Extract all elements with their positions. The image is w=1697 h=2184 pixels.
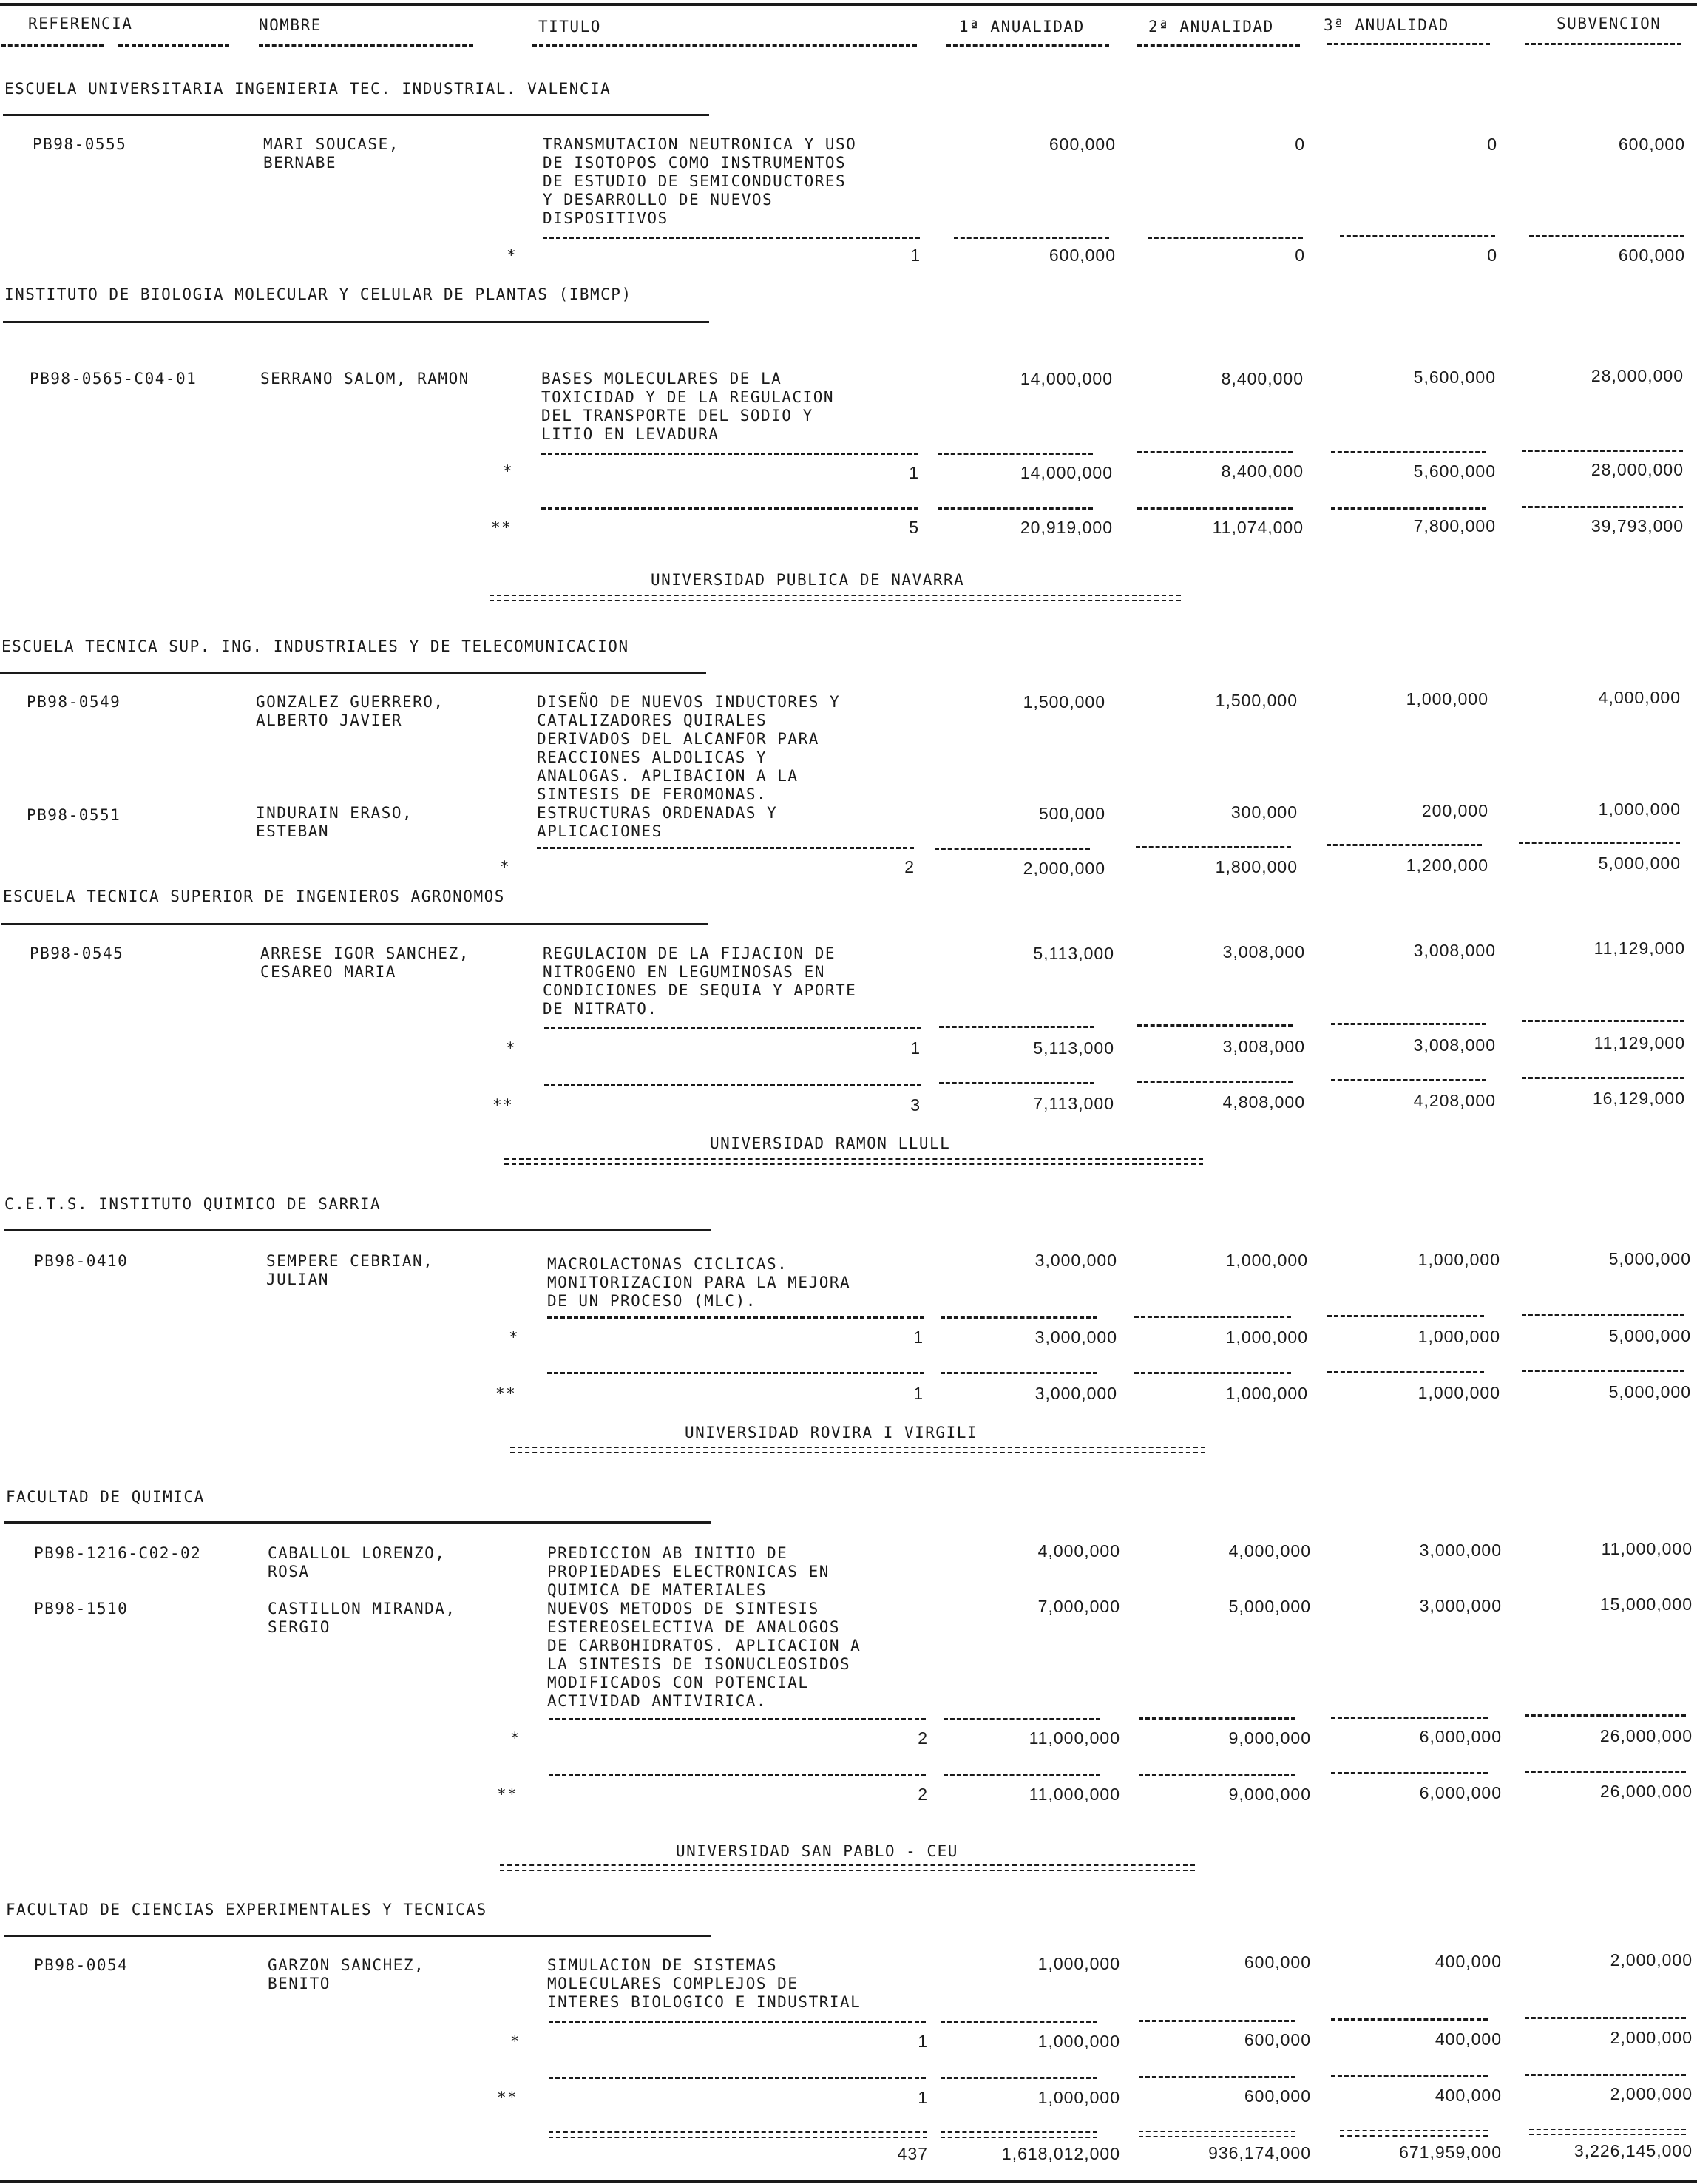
project-name: GARZON SANCHEZ, [268,1956,425,1974]
total-rule [1331,507,1486,510]
amount-subvencion: 11,129,000 [1593,939,1685,958]
grand-total-rule [1529,2129,1686,2135]
project-title-line: DISPOSITIVOS [543,209,668,227]
project-name: ESTEBAN [256,822,330,840]
project-name: JULIAN [266,1271,329,1288]
university-total-anualidad-3: 400,000 [1435,2086,1502,2105]
university-total-anualidad-3: 6,000,000 [1419,1783,1502,1802]
project-title-line: LA SINTESIS DE ISONUCLEOSIDOS [547,1655,851,1673]
subtotal-rule [939,1026,1094,1028]
project-title-line: DE ISOTOPOS COMO INSTRUMENTOS [543,154,847,172]
subtotal-rule [549,2021,926,2023]
amount-subvencion: 4,000,000 [1598,688,1681,707]
grand-total-rule [549,2131,927,2138]
university-total-anualidad-2: 600,000 [1244,2086,1311,2106]
project-title-line: DERIVADOS DEL ALCANFOR PARA [537,730,819,748]
project-title-line: DISEÑO DE NUEVOS INDUCTORES Y [537,693,841,711]
grand-total-anualidad-3: 671,959,000 [1399,2143,1502,2162]
amount-subvencion: 5,000,000 [1608,1249,1691,1268]
subtotal-count: 2 [904,857,915,876]
university-total-count: 5 [909,518,919,537]
amount-subvencion: 11,000,000 [1601,1539,1693,1558]
amount-anualidad-2: 1,500,000 [1215,691,1298,710]
centro-heading: C.E.T.S. INSTITUTO QUIMICO DE SARRIA [4,1195,382,1213]
amount-anualidad-2: 3,008,000 [1222,942,1305,961]
centro-heading: ESCUELA UNIVERSITARIA INGENIERIA TEC. INDUSTRIAL. VALENCIA [4,80,612,98]
subtotal-count: 1 [913,1328,924,1347]
col-header-titulo: TITULO [538,18,601,36]
amount-subvencion: 2,000,000 [1610,1950,1693,1970]
university-total-anualidad-1: 1,000,000 [1037,2088,1120,2107]
header-underline [118,44,229,47]
col-header-nombre: NOMBRE [259,16,322,34]
subtotal-rule [935,848,1090,850]
project-title-line: Y DESARROLLO DE NUEVOS [543,191,773,209]
subtotal-anualidad-2: 0 [1295,246,1305,265]
subtotal-anualidad-3: 6,000,000 [1419,1727,1502,1746]
subtotal-count: 1 [909,463,919,482]
amount-subvencion: 600,000 [1618,135,1685,154]
project-title-line: DE NITRATO. [543,1000,658,1018]
bottom-rule [0,2180,1697,2183]
centro-underline [0,672,706,674]
project-title-line: TRANSMUTACION NEUTRONICA Y USO [543,135,857,153]
subtotal-rule [1327,1315,1484,1317]
total-rule [1327,1371,1484,1373]
header-underline [1525,43,1681,45]
total-rule [549,2077,926,2079]
centro-underline [1,923,708,925]
university-total-subvencion: 5,000,000 [1608,1382,1691,1402]
subtotal-anualidad-3: 1,000,000 [1417,1327,1500,1346]
university-heading: UNIVERSIDAD SAN PABLO - CEU [676,1842,958,1860]
subtotal-anualidad-1: 600,000 [1049,246,1116,265]
total-rule [941,1372,1097,1374]
project-title-line: CATALIZADORES QUIRALES [537,711,768,729]
amount-anualidad-2: 4,000,000 [1228,1541,1311,1561]
subtotal-rule [537,847,914,849]
amount-anualidad-3: 3,000,000 [1419,1541,1502,1560]
project-title-line: REGULACION DE LA FIJACION DE [543,944,836,962]
project-title-line: SINTESIS DE FEROMONAS. [537,785,768,803]
subtotal-count: 2 [918,1728,928,1748]
project-ref: PB98-1510 [34,1600,129,1617]
project-name: BERNABE [263,154,337,172]
subtotal-rule [1134,1316,1291,1318]
subtotal-rule [1137,451,1293,453]
subtotal-anualidad-2: 600,000 [1244,2030,1311,2049]
centro-heading: INSTITUTO DE BIOLOGIA MOLECULAR Y CELULAR DE PLANTAS (IBMCP) [4,285,632,303]
total-rule [1525,1771,1686,1773]
project-name: SEMPERE CEBRIAN, [266,1252,434,1270]
project-title-line: ANALOGAS. APLIBACION A LA [537,767,799,785]
amount-anualidad-1: 5,113,000 [1033,944,1114,963]
project-title-line: SIMULACION DE SISTEMAS [547,1956,778,1974]
subtotal-rule [941,2021,1097,2023]
amount-anualidad-3: 3,000,000 [1419,1596,1502,1615]
grand-total-rule [941,2131,1097,2138]
amount-anualidad-1: 1,000,000 [1037,1954,1120,1973]
project-name: SERGIO [268,1618,331,1636]
subtotal-rule [944,1718,1100,1720]
project-title-line: DEL TRANSPORTE DEL SODIO Y [541,407,813,425]
centro-heading: ESCUELA TECNICA SUPERIOR DE INGENIEROS AGRONOMOS [3,888,505,905]
col-header-anualidad-3: 3ª ANUALIDAD [1324,16,1449,34]
amount-anualidad-3: 5,600,000 [1413,368,1496,387]
subtotal-anualidad-3: 0 [1487,246,1497,265]
col-header-anualidad-2: 2ª ANUALIDAD [1148,18,1274,36]
total-rule [549,1774,926,1776]
university-total-count: 2 [918,1785,928,1804]
university-heading: UNIVERSIDAD RAMON LLULL [710,1135,951,1152]
subtotal-rule [1139,1717,1295,1720]
subtotal-rule [1139,2020,1295,2022]
university-total-anualidad-1: 11,000,000 [1029,1785,1120,1804]
project-title-line: MONITORIZACION PARA LA MEJORA [547,1274,851,1291]
subtotal-subvencion: 2,000,000 [1610,2028,1693,2047]
total-rule [1139,1774,1295,1776]
university-total-marker: ** [495,1385,517,1402]
subtotal-marker: * [503,462,514,480]
subtotal-anualidad-2: 1,800,000 [1215,857,1298,876]
subtotal-rule [547,1316,924,1319]
project-title-line: QUIMICA DE MATERIALES [547,1581,768,1599]
project-name: GONZALEZ GUERRERO, [256,693,444,711]
amount-anualidad-3: 0 [1487,135,1497,154]
project-title-line: PROPIEDADES ELECTRONICAS EN [547,1563,830,1580]
subtotal-rule [941,1316,1097,1319]
project-ref: PB98-0545 [30,944,124,962]
university-total-anualidad-1: 7,113,000 [1033,1094,1114,1113]
total-rule [1331,1772,1488,1774]
project-ref: PB98-0555 [33,135,127,153]
centro-underline [3,114,709,116]
amount-anualidad-3: 3,008,000 [1413,941,1496,960]
project-title-line: MOLECULARES COMPLEJOS DE [547,1975,799,1992]
amount-anualidad-3: 200,000 [1421,801,1488,820]
header-underline [1,44,104,47]
project-ref: PB98-0551 [27,806,121,824]
subtotal-marker: * [510,2032,521,2050]
centro-underline [4,1935,711,1937]
centro-underline [3,321,709,323]
subtotal-count: 1 [910,246,921,265]
header-underline [1327,43,1490,45]
project-title-line: LITIO EN LEVADURA [541,425,719,443]
grand-total-rule [1340,2130,1488,2137]
amount-subvencion: 28,000,000 [1591,366,1684,385]
university-total-marker: ** [497,2089,518,2106]
subtotal-rule [1136,846,1291,848]
subtotal-marker: * [500,858,511,876]
subtotal-anualidad-2: 9,000,000 [1228,1728,1311,1748]
amount-anualidad-1: 3,000,000 [1034,1251,1117,1270]
project-title-line: DE ESTUDIO DE SEMICONDUCTORES [543,172,847,190]
project-name: CESAREO MARIA [260,963,396,981]
project-title-line: DE UN PROCESO (MLC). [547,1292,756,1310]
subtotal-rule [938,453,1093,455]
total-rule [1522,506,1683,508]
subtotal-rule [1340,235,1495,237]
project-title-line: CONDICIONES DE SEQUIA Y APORTE [543,981,857,999]
project-title-line: MACROLACTONAS CICLICAS. [547,1255,788,1273]
project-title-line: ESTRUCTURAS ORDENADAS Y [537,804,778,822]
subtotal-rule [1525,2017,1686,2019]
subtotal-anualidad-1: 11,000,000 [1029,1728,1120,1748]
university-total-count: 1 [918,2088,928,2107]
centro-heading: ESCUELA TECNICA SUP. ING. INDUSTRIALES Y DE TELECOMUNICACION [1,638,629,655]
total-rule [941,2077,1097,2079]
project-ref: PB98-0054 [34,1956,129,1974]
university-heading: UNIVERSIDAD ROVIRA I VIRGILI [685,1424,978,1441]
university-total-subvencion: 2,000,000 [1610,2084,1693,2103]
subtotal-rule [541,453,918,455]
subtotal-anualidad-1: 2,000,000 [1023,859,1105,878]
project-name: CABALLOL LORENZO, [268,1544,446,1562]
col-header-anualidad-1: 1ª ANUALIDAD [959,18,1085,36]
total-rule [547,1372,924,1374]
total-rule [1134,1372,1291,1374]
total-rule [1522,1370,1684,1372]
subtotal-subvencion: 28,000,000 [1591,460,1684,479]
university-total-anualidad-2: 4,808,000 [1222,1092,1305,1112]
amount-anualidad-2: 0 [1295,135,1305,154]
subtotal-anualidad-1: 14,000,000 [1020,463,1113,482]
total-rule [939,1082,1094,1084]
amount-anualidad-1: 1,500,000 [1023,692,1105,711]
subtotal-subvencion: 11,129,000 [1593,1033,1685,1052]
top-rule [0,3,1697,6]
col-header-subvencion: SUBVENCION [1557,15,1662,33]
project-title-line: PREDICCION AB INITIO DE [547,1544,788,1562]
university-total-count: 1 [913,1384,924,1403]
subtotal-marker: * [509,1328,520,1346]
total-rule [938,507,1093,510]
amount-subvencion: 1,000,000 [1598,799,1681,819]
subtotal-count: 1 [910,1038,921,1058]
centro-heading: FACULTAD DE CIENCIAS EXPERIMENTALES Y TECNICAS [6,1901,487,1918]
grand-total-rule [1139,2131,1295,2137]
university-total-anualidad-3: 7,800,000 [1413,516,1496,535]
university-heading: UNIVERSIDAD PUBLICA DE NAVARRA [651,571,965,589]
project-name: ROSA [268,1563,310,1580]
project-ref: PB98-1216-C02-02 [34,1544,202,1562]
university-total-subvencion: 16,129,000 [1592,1089,1685,1108]
subtotal-rule [1331,451,1486,453]
subtotal-rule [543,237,920,239]
university-total-marker: ** [497,1785,518,1803]
amount-anualidad-1: 7,000,000 [1037,1597,1120,1616]
total-rule [944,1774,1100,1776]
project-name: MARI SOUCASE, [263,135,399,153]
grand-total-anualidad-2: 936,174,000 [1208,2143,1311,2163]
header-underline [946,44,1109,47]
university-total-anualidad-2: 1,000,000 [1225,1384,1308,1403]
subtotal-marker: * [510,1729,521,1747]
subtotal-rule [1148,237,1303,239]
amount-anualidad-3: 400,000 [1435,1952,1502,1971]
total-rule [1525,2074,1686,2076]
project-ref: PB98-0410 [34,1252,129,1270]
subtotal-subvencion: 26,000,000 [1599,1726,1693,1745]
amount-anualidad-1: 500,000 [1038,804,1105,823]
project-name: CASTILLON MIRANDA, [268,1600,456,1617]
project-ref: PB98-0565-C04-01 [30,370,197,388]
project-title-line: REACCIONES ALDOLICAS Y [537,748,768,766]
subtotal-anualidad-2: 3,008,000 [1222,1037,1305,1056]
project-title-line: ACTIVIDAD ANTIVIRICA. [547,1692,768,1710]
centro-heading: FACULTAD DE QUIMICA [6,1488,205,1506]
subtotal-marker: * [506,1039,517,1057]
grand-total-count: 437 [897,2144,928,2163]
amount-anualidad-2: 8,400,000 [1221,369,1304,388]
university-total-marker: ** [491,518,512,536]
subtotal-subvencion: 5,000,000 [1608,1326,1691,1345]
total-rule [544,1084,921,1086]
amount-anualidad-2: 1,000,000 [1225,1251,1308,1270]
project-name: ARRESE IGOR SANCHEZ, [260,944,470,962]
project-name: BENITO [268,1975,331,1992]
amount-anualidad-2: 5,000,000 [1228,1597,1311,1616]
subtotal-rule [1522,450,1683,452]
project-title-line: ESTEREOSELECTIVA DE ANALOGOS [547,1618,841,1636]
project-title-line: INTERES BIOLOGICO E INDUSTRIAL [547,1993,861,2011]
total-rule [1331,1079,1486,1081]
subtotal-rule [1137,1024,1293,1027]
subtotal-subvencion: 600,000 [1618,246,1685,265]
header-underline [532,44,917,47]
university-underline [500,1864,1195,1871]
university-total-subvencion: 39,793,000 [1591,516,1684,535]
grand-total-subvencion: 3,226,145,000 [1574,2141,1693,2160]
project-ref: PB98-0549 [27,693,121,711]
subtotal-rule [549,1718,926,1720]
total-rule [1331,2075,1488,2077]
amount-anualidad-2: 600,000 [1244,1953,1311,1972]
subtotal-marker: * [507,246,518,264]
subtotal-anualidad-3: 3,008,000 [1413,1035,1496,1055]
col-header-referencia: REFERENCIA [28,15,133,33]
subtotal-anualidad-1: 5,113,000 [1033,1038,1114,1058]
grand-total-anualidad-1: 1,618,012,000 [1001,2144,1120,2163]
subtotal-anualidad-1: 3,000,000 [1034,1328,1117,1347]
centro-underline [4,1521,711,1524]
header-underline [1137,44,1300,47]
amount-anualidad-2: 300,000 [1230,802,1298,822]
project-name: ALBERTO JAVIER [256,711,403,729]
university-total-anualidad-3: 1,000,000 [1417,1383,1500,1402]
subtotal-rule [1522,1020,1684,1022]
total-rule [1139,2076,1295,2078]
university-total-marker: ** [492,1096,514,1114]
amount-anualidad-1: 4,000,000 [1037,1541,1120,1561]
project-title-line: TOXICIDAD Y DE LA REGULACION [541,388,835,406]
subtotal-rule [1331,1717,1488,1719]
university-total-anualidad-2: 9,000,000 [1228,1785,1311,1804]
subtotal-count: 1 [918,2032,928,2051]
amount-anualidad-1: 14,000,000 [1020,369,1113,388]
total-rule [1137,1081,1293,1083]
subtotal-rule [954,237,1109,239]
subtotal-rule [1331,2018,1488,2021]
subtotal-rule [1331,1023,1486,1025]
project-title-line: NUEVOS METODOS DE SINTESIS [547,1600,819,1617]
university-underline [490,595,1181,601]
subtotal-rule [1525,1714,1686,1717]
header-underline [259,44,473,47]
project-title-line: MODIFICADOS CON POTENCIAL [547,1674,809,1691]
total-rule [1522,1077,1684,1079]
project-name: SERRANO SALOM, RAMON [260,370,470,388]
university-total-subvencion: 26,000,000 [1599,1782,1693,1801]
subtotal-rule [1327,844,1482,846]
project-name: INDURAIN ERASO, [256,804,413,822]
total-rule [1137,507,1293,510]
amount-anualidad-3: 1,000,000 [1417,1250,1500,1269]
subtotal-anualidad-3: 1,200,000 [1406,856,1488,875]
university-underline [510,1447,1205,1453]
subtotal-rule [1519,842,1680,844]
university-underline [504,1158,1203,1165]
total-rule [541,507,918,510]
subtotal-anualidad-3: 400,000 [1435,2029,1502,2049]
subtotal-subvencion: 5,000,000 [1598,853,1681,873]
university-total-anualidad-3: 4,208,000 [1413,1091,1496,1110]
subtotal-anualidad-2: 8,400,000 [1221,462,1304,481]
project-title-line: APLICACIONES [537,822,663,840]
university-total-anualidad-2: 11,074,000 [1212,518,1304,537]
subtotal-anualidad-3: 5,600,000 [1413,462,1496,481]
subtotal-rule [1522,1314,1684,1316]
centro-underline [4,1229,711,1231]
amount-anualidad-1: 600,000 [1049,135,1116,154]
subtotal-rule [1529,235,1684,237]
project-title-line: DE CARBOHIDRATOS. APLICACION A [547,1637,861,1654]
amount-anualidad-3: 1,000,000 [1406,689,1488,709]
subtotal-rule [544,1027,921,1029]
university-total-count: 3 [910,1095,921,1115]
project-title-line: NITROGENO EN LEGUMINOSAS EN [543,963,825,981]
university-total-anualidad-1: 20,919,000 [1020,518,1113,537]
subtotal-anualidad-2: 1,000,000 [1225,1328,1308,1347]
subtotal-anualidad-1: 1,000,000 [1037,2032,1120,2051]
project-title-line: BASES MOLECULARES DE LA [541,370,782,388]
university-total-anualidad-1: 3,000,000 [1034,1384,1117,1403]
amount-subvencion: 15,000,000 [1599,1595,1693,1614]
